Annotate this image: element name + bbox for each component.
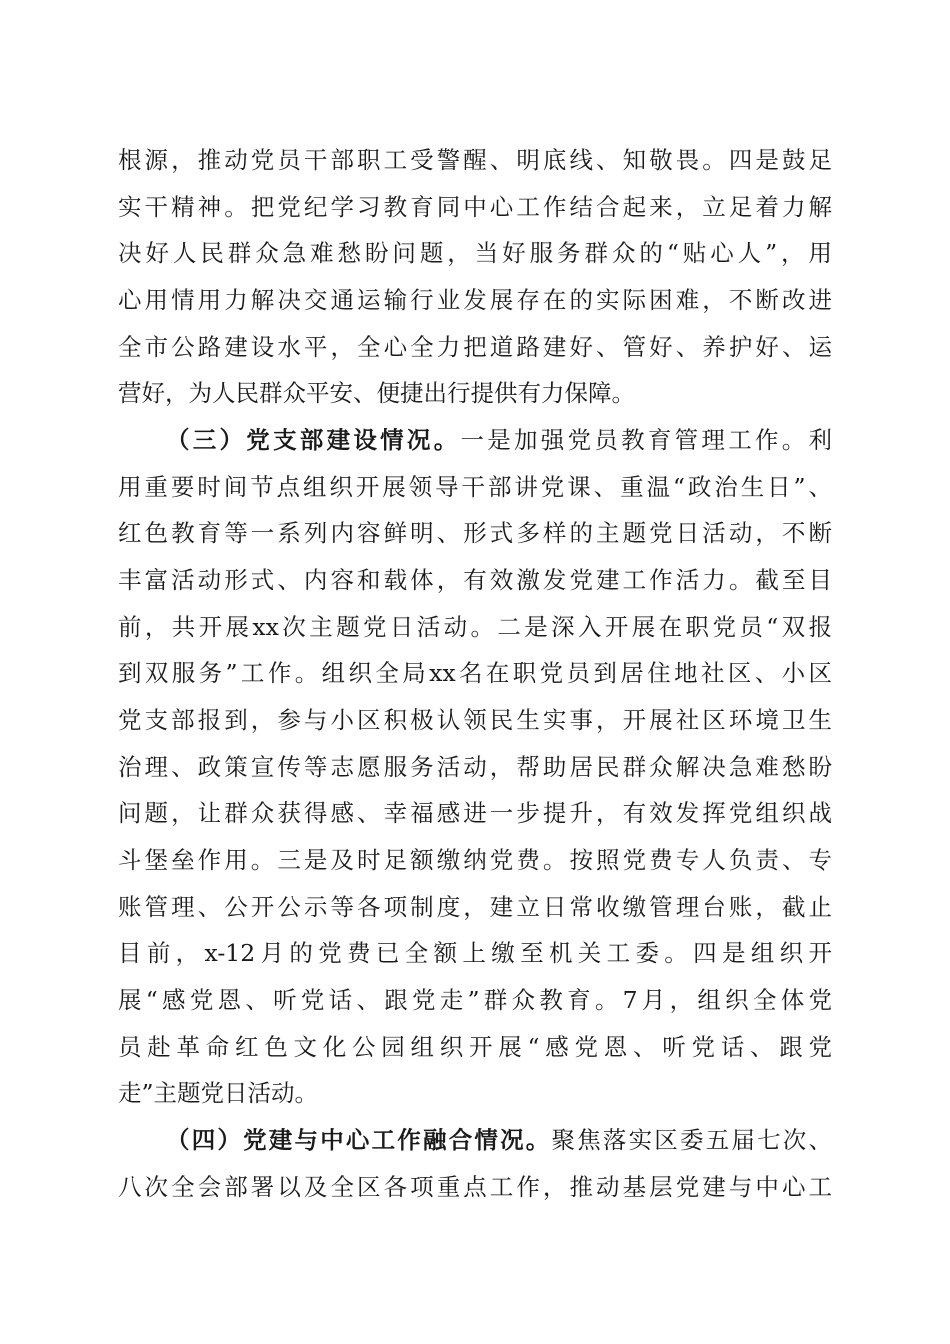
paragraph-1-line-3: 决好人民群众急难愁盼问题，当好服务群众的“贴心人”，用 [118,239,832,267]
paragraph-2-line-7: 党支部报到，参与小区积极认领民生实事，开展社区环境卫生 [118,706,832,734]
paragraph-1-line-6: 营好，为人民群众平安、便捷出行提供有力保障。 [118,379,635,407]
paragraph-2-first-line [166,420,832,460]
paragraph-2-line-6: 到双服务”工作。组织全局xx名在职党员到居住地社区、小区 [118,659,832,687]
paragraph-1-line-5: 全市公路建设水平，全心全力把道路建好、管好、养护好、运 [118,333,832,361]
paragraph-3-first-line [166,1120,832,1160]
paragraph-3-line-2: 八次全会部署以及全区各项重点工作，推动基层党建与中心工 [118,1173,832,1201]
paragraph-2-line-14: 员赴革命红色文化公园组织开展“感党恩、听党话、跟党 [118,1033,832,1061]
paragraph-1-line-4: 心用情用力解决交通运输行业发展存在的实际困难，不断改进 [118,286,832,314]
paragraph-2-first-line-text: 一是加强党员教育管理工作。利 [460,426,833,454]
paragraph-2-line-5: 前，共开展xx次主题党日活动。二是深入开展在职党员“双报 [118,613,832,641]
paragraph-2-line-12: 目前，x-12月的党费已全额上缴至机关工委。四是组织开 [118,939,832,967]
paragraph-2-line-2: 用重要时间节点组织开展领导干部讲党课、重温“政治生日”、 [118,473,832,501]
paragraph-2-line-13: 展“感党恩、听党话、跟党走”群众教育。7月，组织全体党 [118,986,832,1014]
section-heading-3: （三）党支部建设情况。 [166,426,461,454]
paragraph-1-line-2: 实干精神。把党纪学习教育同中心工作结合起来，立足着力解 [118,193,832,221]
paragraph-2-line-3: 红色教育等一系列内容鲜明、形式多样的主题党日活动，不断 [118,519,832,547]
paragraph-2-line-8: 治理、政策宣传等志愿服务活动，帮助居民群众解决急难愁盼 [118,753,832,781]
paragraph-1-line-1: 根源，推动党员干部职工受警醒、明底线、知敬畏。四是鼓足 [118,146,832,174]
paragraph-3-first-line-text: 聚焦落实区委五届七次、 [551,1126,832,1154]
paragraph-2-line-11: 账管理、公开公示等各项制度，建立日常收缴管理台账，截止 [118,893,832,921]
paragraph-2-line-15: 走”主题党日活动。 [118,1079,319,1107]
paragraph-2-line-10: 斗堡垒作用。三是及时足额缴纳党费。按照党费专人负责、专 [118,846,832,874]
paragraph-2-line-9: 问题，让群众获得感、幸福感进一步提升，有效发挥党组织战 [118,799,832,827]
section-heading-4: （四）党建与中心工作融合情况。 [166,1126,552,1154]
paragraph-2-line-4: 丰富活动形式、内容和载体，有效激发党建工作活力。截至目 [118,566,832,594]
